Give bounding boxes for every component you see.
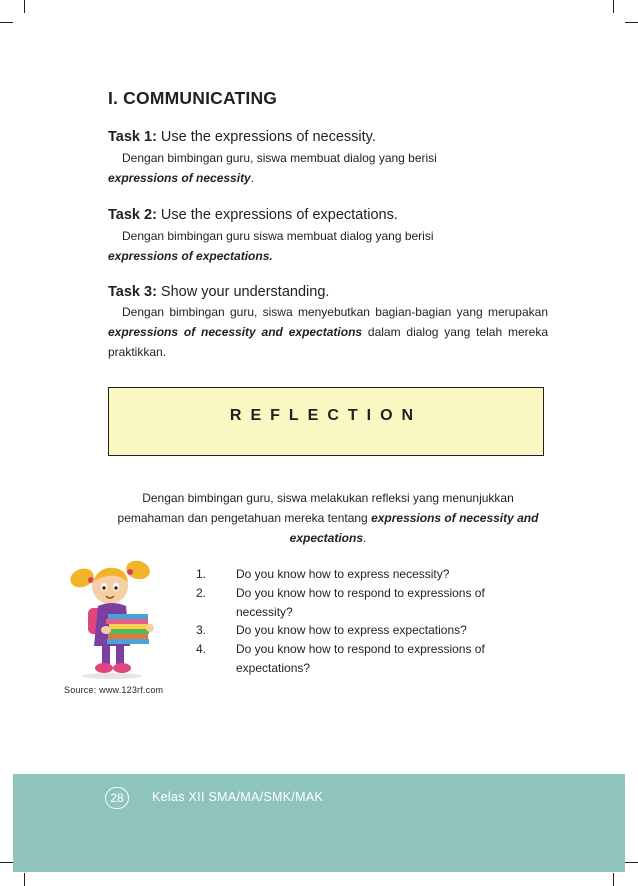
task-3-emphasis: expressions of necessity and expectations [108,325,363,339]
question-number: 3. [196,623,207,638]
section-title: I. COMMUNICATING [108,88,278,108]
crop-mark [24,873,25,886]
task-1-title: Use the expressions of necessity. [156,129,376,145]
question-number: 1. [196,567,207,581]
list-item [196,621,526,640]
task-3-text-end: dalam dialog yang telah mereka praktikkan. [108,325,548,359]
image-source-caption: Source: www.123rf.com [64,685,164,695]
reflection-question-list [196,565,526,678]
question-text: Do you know how to express expectations? [236,623,467,638]
girl-carrying-books-icon [64,556,174,680]
crop-mark [0,22,13,23]
task-3-body [108,302,548,362]
reflection-intro-end: . [363,531,367,545]
question-number: 4. [196,642,207,657]
task-2-emphasis: expressions of expectations. [108,249,273,263]
task-2 [108,206,548,266]
reflection-intro-emphasis: expressions of necessity and expectations [289,511,539,545]
task-1-heading [108,128,548,146]
question-text: Do you know how to respond to expressions of expectations? [236,642,485,675]
question-text: Do you know how to express necessity? [236,567,450,581]
crop-mark [625,22,638,23]
task-1 [108,128,548,188]
footer-band [13,774,625,872]
task-3 [108,283,548,362]
question-text: Do you know how to respond to expressions of necessity? [236,585,485,619]
task-1-text: Dengan bimbingan guru, siswa membuat dialog yang berisi [122,151,437,165]
task-2-heading [108,206,548,224]
list-item [196,640,526,678]
reflection-box [108,387,544,456]
footer-title: Kelas XII SMA/MA/SMK/MAK [152,790,324,804]
list-item [196,584,526,622]
task-3-heading [108,283,548,301]
crop-mark [24,0,25,13]
task-3-label: Task 3: [108,284,157,300]
task-1-emphasis: expressions of necessity [108,171,251,185]
page-number: 28 [105,787,129,809]
task-1-label: Task 1: [108,129,157,145]
crop-mark [0,862,13,863]
task-1-end: . [250,171,255,185]
reflection-title: REFLECTION [229,407,423,424]
reflection-intro [108,488,548,548]
reflection-intro-text: Dengan bimbingan guru, siswa melakukan refleksi yang menunjukkan pemahaman dan pengetahuan mereka tentang [117,491,514,525]
crop-mark [625,862,638,863]
task-2-text: Dengan bimbingan guru siswa membuat dialog yang berisi [122,229,434,243]
task-2-body [108,226,548,266]
task-2-label: Task 2: [108,207,157,223]
task-1-body [108,148,548,188]
crop-mark [613,0,614,13]
crop-mark [613,873,614,886]
question-number: 2. [196,585,207,600]
task-3-text: Dengan bimbingan guru, siswa menyebutkan bagian-bagian yang merupakan [122,305,548,319]
task-3-title: Show your understanding. [156,284,330,300]
task-2-title: Use the expressions of expectations. [156,207,398,223]
list-item [196,565,526,584]
